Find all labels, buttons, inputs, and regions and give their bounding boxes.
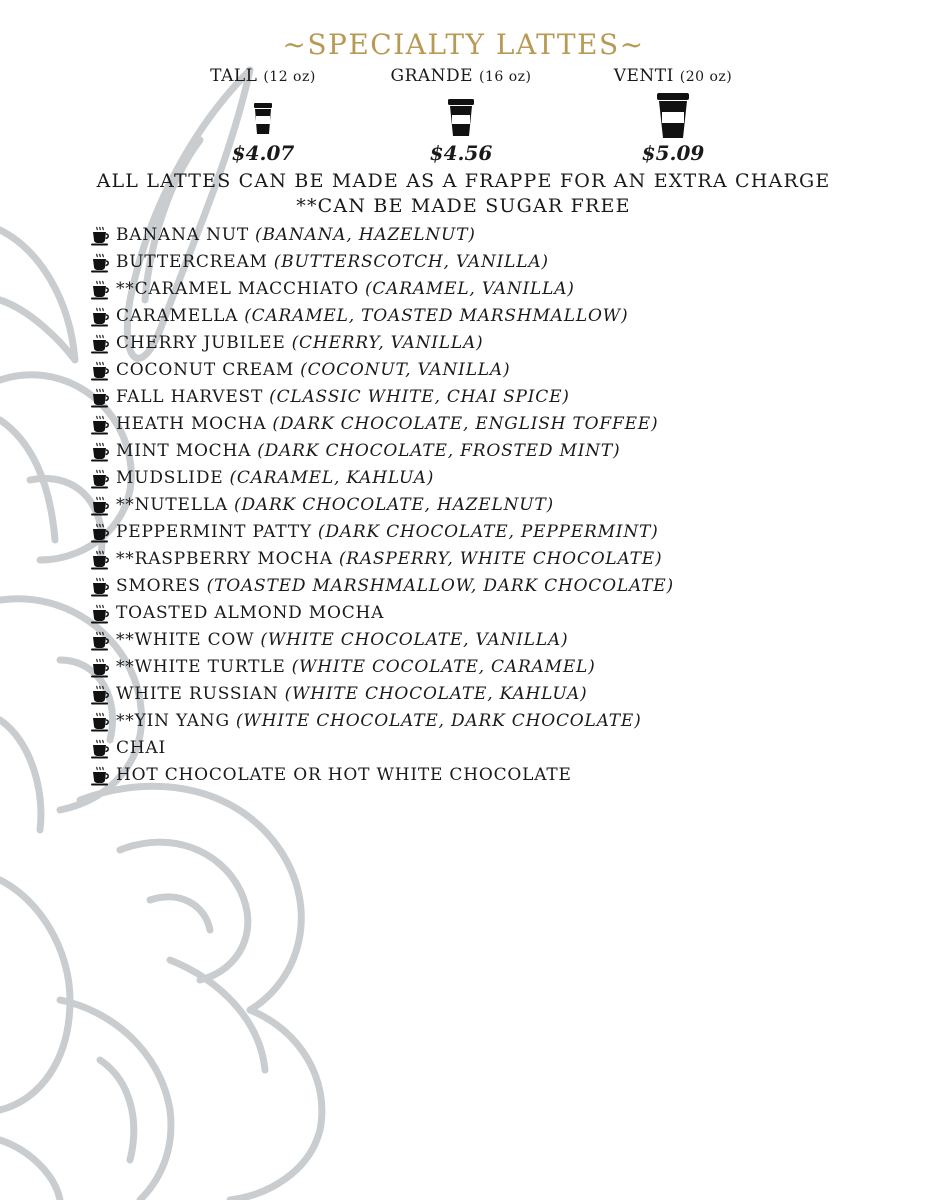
menu-item-name: PEPPERMINT PATTY xyxy=(116,522,312,542)
coffee-cup-icon xyxy=(90,712,110,732)
cup-medium-icon xyxy=(446,98,476,138)
menu-item-name: MUDSLIDE xyxy=(116,468,224,488)
menu-item-flavors: (WHITE CHOCOLATE, DARK CHOCOLATE) xyxy=(235,711,642,731)
price-tall: $4.07 xyxy=(231,141,295,165)
menu-item-flavors: (TOASTED MARSHMALLOW, DARK CHOCOLATE) xyxy=(206,576,674,596)
menu-item-name: MINT MOCHA xyxy=(116,441,252,461)
menu-item xyxy=(90,303,674,330)
menu-item-name: **WHITE COW xyxy=(116,630,255,650)
menu-item xyxy=(90,519,674,546)
menu-item-flavors: (RASPERRY, WHITE CHOCOLATE) xyxy=(338,549,663,569)
menu-item xyxy=(90,573,674,600)
menu-item xyxy=(90,222,674,249)
menu-item-flavors: (WHITE COCOLATE, CARAMEL) xyxy=(291,657,596,677)
size-tall xyxy=(173,66,353,165)
menu-item xyxy=(90,465,674,492)
menu-item xyxy=(90,249,674,276)
menu-item-flavors: (BUTTERSCOTCH, VANILLA) xyxy=(273,252,549,272)
menu-item xyxy=(90,708,674,735)
menu-item xyxy=(90,654,674,681)
coffee-cup-icon xyxy=(90,604,110,624)
menu-item-name: HOT CHOCOLATE OR HOT WHITE CHOCOLATE xyxy=(116,765,572,785)
menu-item xyxy=(90,762,674,789)
coffee-cup-icon xyxy=(90,496,110,516)
coffee-cup-icon xyxy=(90,415,110,435)
menu-item xyxy=(90,546,674,573)
coffee-cup-icon xyxy=(90,307,110,327)
coffee-cup-icon xyxy=(90,523,110,543)
menu-item-flavors: (DARK CHOCOLATE, ENGLISH TOFFEE) xyxy=(272,414,659,434)
menu-item xyxy=(90,384,674,411)
menu-item-name: CHERRY JUBILEE xyxy=(116,333,286,353)
menu-item-name: BANANA NUT xyxy=(116,225,250,245)
menu-item-flavors: (CARAMEL, KAHLUA) xyxy=(229,468,435,488)
menu-item-flavors: (DARK CHOCOLATE, PEPPERMINT) xyxy=(317,522,659,542)
menu-item xyxy=(90,627,674,654)
menu-item-name: **WHITE TURTLE xyxy=(116,657,286,677)
coffee-cup-icon xyxy=(90,253,110,273)
size-label: VENTI xyxy=(613,66,674,86)
coffee-cup-icon xyxy=(90,550,110,570)
coffee-cup-icon xyxy=(90,388,110,408)
price-grande: $4.56 xyxy=(429,141,493,165)
cup-small-icon xyxy=(251,102,275,136)
menu-item-name: COCONUT CREAM xyxy=(116,360,295,380)
menu-item-flavors: (WHITE CHOCOLATE, KAHLUA) xyxy=(284,684,588,704)
page-title: ~SPECIALTY LATTES~ xyxy=(282,28,645,61)
frappe-note: ALL LATTES CAN BE MADE AS A FRAPPE FOR AN EXTRA CHARGE xyxy=(96,170,831,192)
menu-item-name: HEATH MOCHA xyxy=(116,414,267,434)
coffee-cup-icon xyxy=(90,280,110,300)
menu-item-name: **CARAMEL MACCHIATO xyxy=(116,279,359,299)
coffee-cup-icon xyxy=(90,361,110,381)
coffee-cup-icon xyxy=(90,631,110,651)
coffee-cup-icon xyxy=(90,658,110,678)
size-oz: (20 oz) xyxy=(679,69,733,85)
coffee-cup-icon xyxy=(90,577,110,597)
size-label: TALL xyxy=(210,66,258,86)
coffee-cup-icon xyxy=(90,766,110,786)
menu-item xyxy=(90,735,674,762)
menu-item xyxy=(90,438,674,465)
menu-item-flavors: (DARK CHOCOLATE, FROSTED MINT) xyxy=(257,441,621,461)
menu-item-name: BUTTERCREAM xyxy=(116,252,268,272)
latte-menu-list xyxy=(90,222,674,789)
cup-large-icon xyxy=(655,92,691,140)
coffee-cup-icon xyxy=(90,469,110,489)
coffee-cup-icon xyxy=(90,334,110,354)
coffee-cup-icon xyxy=(90,685,110,705)
sugar-free-note: **CAN BE MADE SUGAR FREE xyxy=(296,195,631,217)
menu-item-name: SMORES xyxy=(116,576,201,596)
menu-item xyxy=(90,276,674,303)
menu-item-flavors: (CHERRY, VANILLA) xyxy=(291,333,484,353)
menu-item-flavors: (CLASSIC WHITE, CHAI SPICE) xyxy=(269,387,570,407)
menu-item-name: CARAMELLA xyxy=(116,306,239,326)
menu-item-flavors: (DARK CHOCOLATE, HAZELNUT) xyxy=(234,495,554,515)
menu-item-name: FALL HARVEST xyxy=(116,387,264,407)
menu-item-name: WHITE RUSSIAN xyxy=(116,684,279,704)
menu-item-flavors: (WHITE CHOCOLATE, VANILLA) xyxy=(260,630,569,650)
menu-item xyxy=(90,600,674,627)
size-venti xyxy=(583,66,763,165)
coffee-cup-icon xyxy=(90,739,110,759)
menu-item-flavors: (CARAMEL, VANILLA) xyxy=(364,279,575,299)
menu-item-name: **RASPBERRY MOCHA xyxy=(116,549,333,569)
price-venti: $5.09 xyxy=(641,141,705,165)
menu-item-name: CHAI xyxy=(116,738,167,758)
menu-item-flavors: (BANANA, HAZELNUT) xyxy=(255,225,476,245)
size-label: GRANDE xyxy=(390,66,474,86)
menu-item-flavors: (CARAMEL, TOASTED MARSHMALLOW) xyxy=(244,306,629,326)
menu-item xyxy=(90,681,674,708)
menu-item xyxy=(90,330,674,357)
size-oz: (16 oz) xyxy=(478,69,532,85)
coffee-cup-icon xyxy=(90,226,110,246)
menu-item xyxy=(90,492,674,519)
menu-item-name: **NUTELLA xyxy=(116,495,229,515)
coffee-cup-icon xyxy=(90,442,110,462)
menu-item xyxy=(90,357,674,384)
menu-item-name: **YIN YANG xyxy=(116,711,230,731)
menu-item-flavors: (COCONUT, VANILLA) xyxy=(300,360,511,380)
size-oz: (12 oz) xyxy=(263,69,316,85)
menu-item-name: TOASTED ALMOND MOCHA xyxy=(116,603,385,623)
size-grande xyxy=(371,66,551,165)
menu-item xyxy=(90,411,674,438)
